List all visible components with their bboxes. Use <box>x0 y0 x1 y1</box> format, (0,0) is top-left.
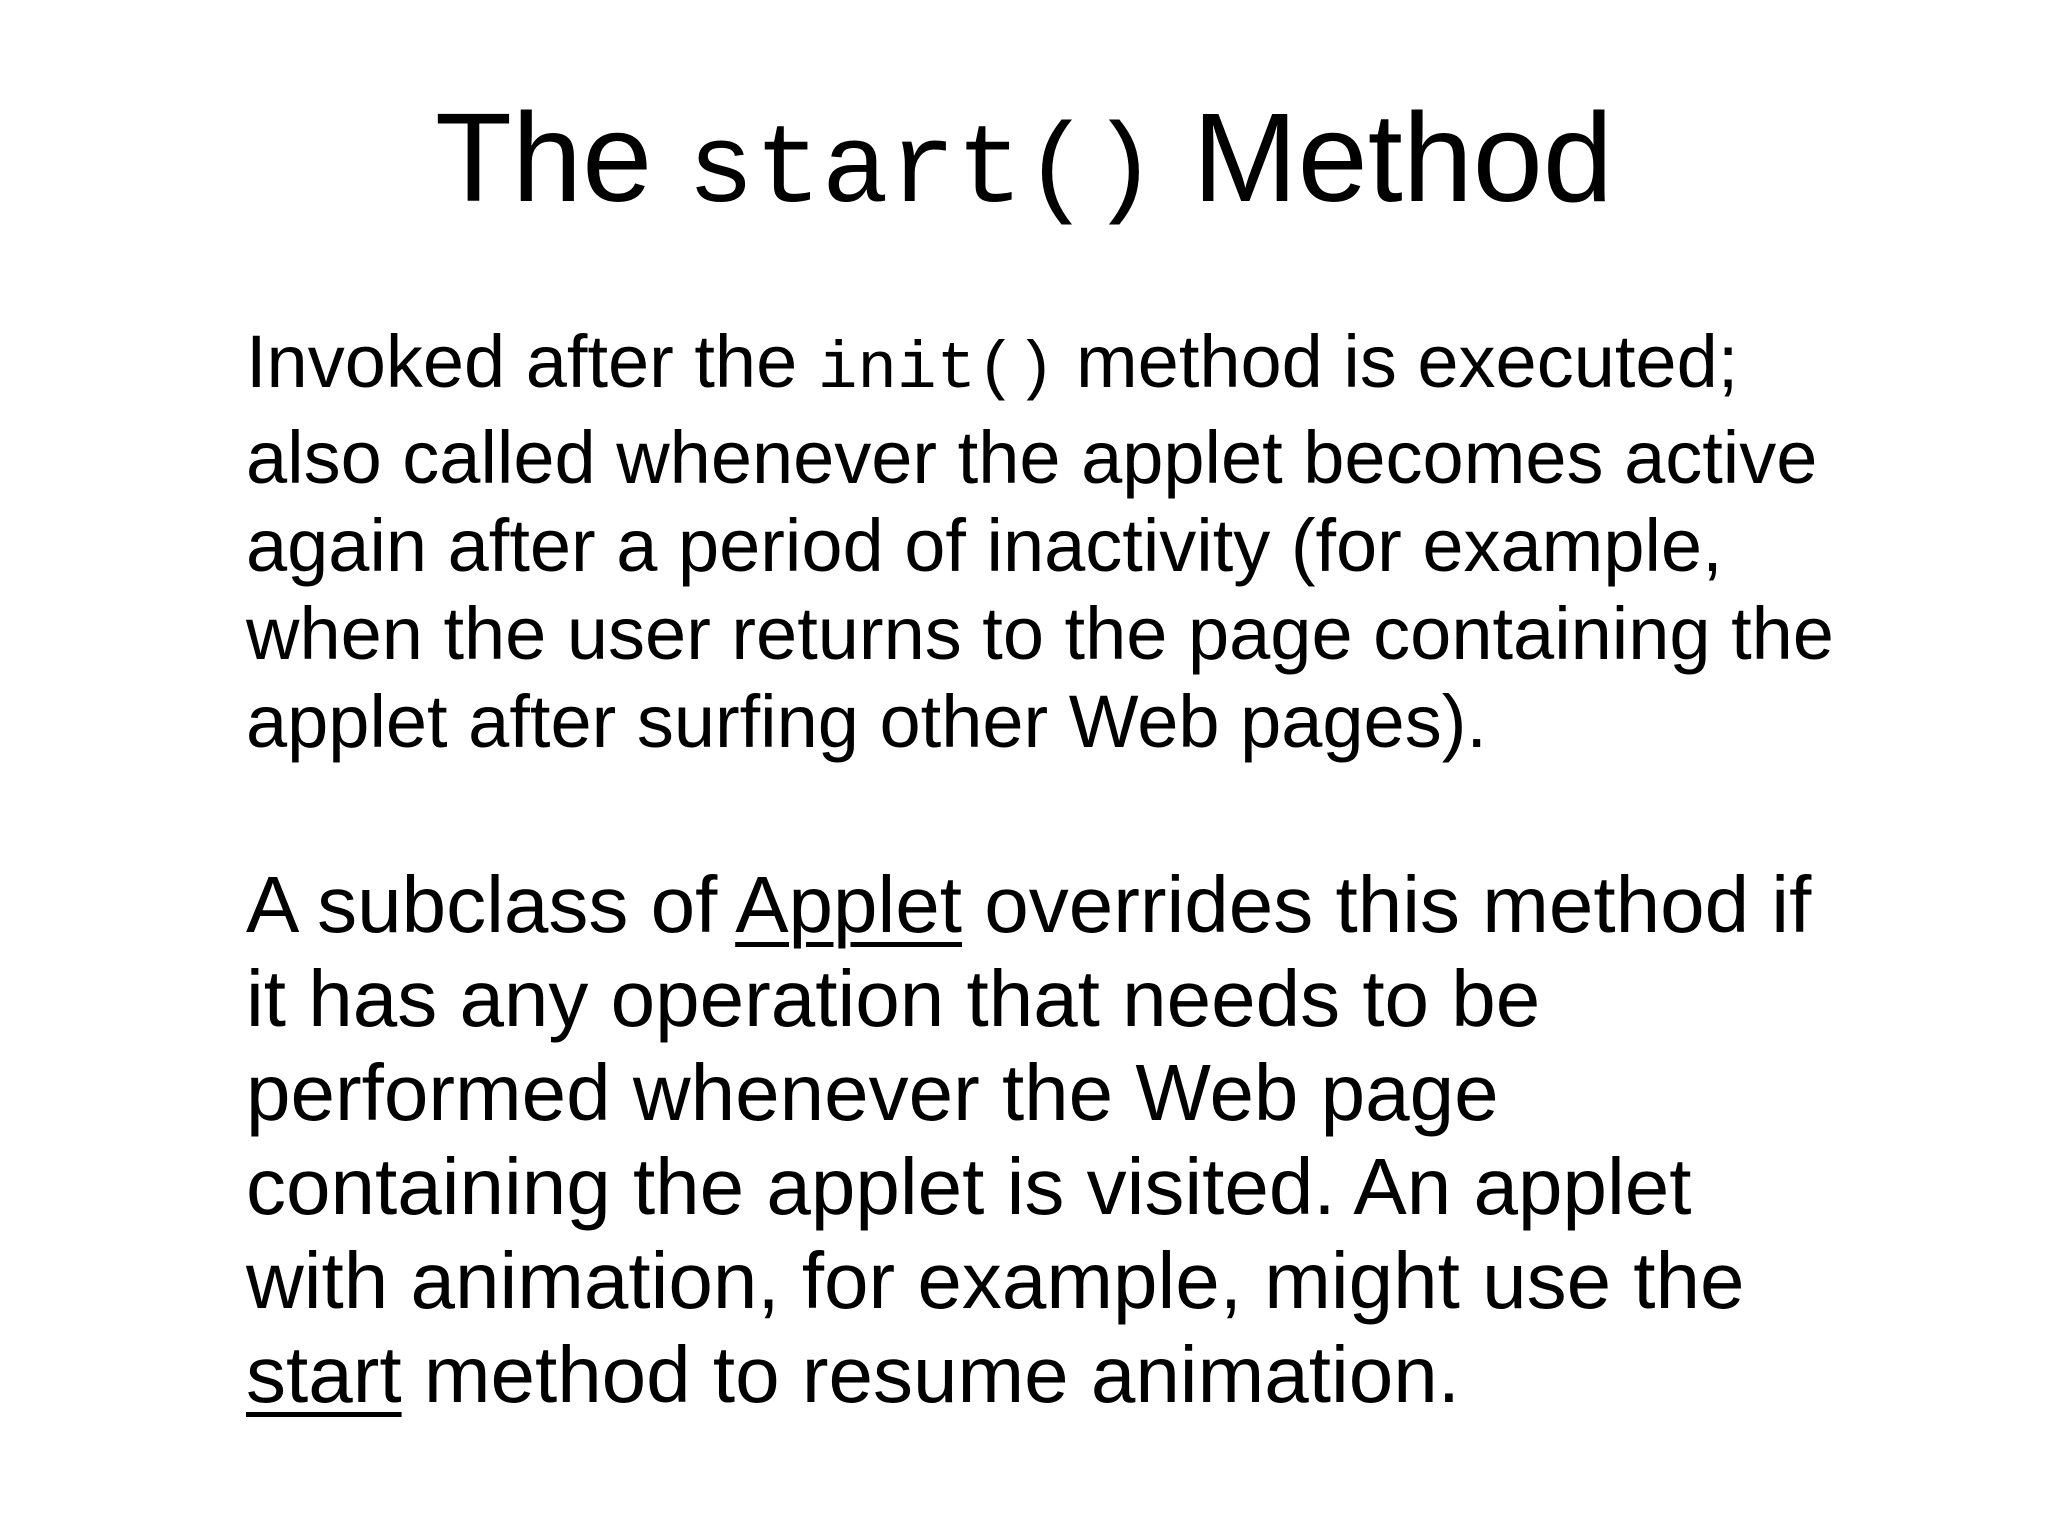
slide-title <box>0 86 2048 244</box>
title-prefix: The <box>435 87 653 228</box>
paragraph2-line6-post: method to resume animation. <box>423 1330 1460 1419</box>
paragraph2-line1-post: overrides this method if <box>984 860 1812 949</box>
title-suffix: Method <box>1192 87 1613 228</box>
paragraph1-line1 <box>246 318 2006 414</box>
paragraph2-line5: with animation, for example, might use the <box>246 1236 1745 1325</box>
paragraph1-line1-post: method is executed; <box>1076 320 1739 403</box>
code-init: init() <box>817 332 1056 407</box>
paragraph1-line5: applet after surfing other Web pages). <box>246 680 1487 763</box>
paragraph2-line1 <box>246 858 2006 952</box>
paragraph1-line2: also called whenever the applet becomes active <box>246 416 1818 499</box>
paragraph-subclass <box>246 858 2006 1422</box>
paragraph2-line3: performed whenever the Web page <box>246 1048 1499 1137</box>
paragraph1-line1-pre: Invoked after the <box>246 320 798 403</box>
paragraph1-line4: when the user returns to the page containing the <box>246 592 1834 675</box>
paragraph1-line3: again after a period of inactivity (for example, <box>246 504 1723 587</box>
start-link[interactable]: start <box>246 1330 402 1419</box>
paragraph2-line1-pre: A subclass of <box>246 860 718 949</box>
title-code-start: start() <box>687 108 1158 235</box>
paragraph2-line6 <box>246 1328 2006 1422</box>
paragraph2-line4: containing the applet is visited. An applet <box>246 1142 1692 1231</box>
paragraph-invoked <box>246 318 2006 766</box>
paragraph2-line2: it has any operation that needs to be <box>246 954 1541 1043</box>
applet-link[interactable]: Applet <box>735 860 963 949</box>
